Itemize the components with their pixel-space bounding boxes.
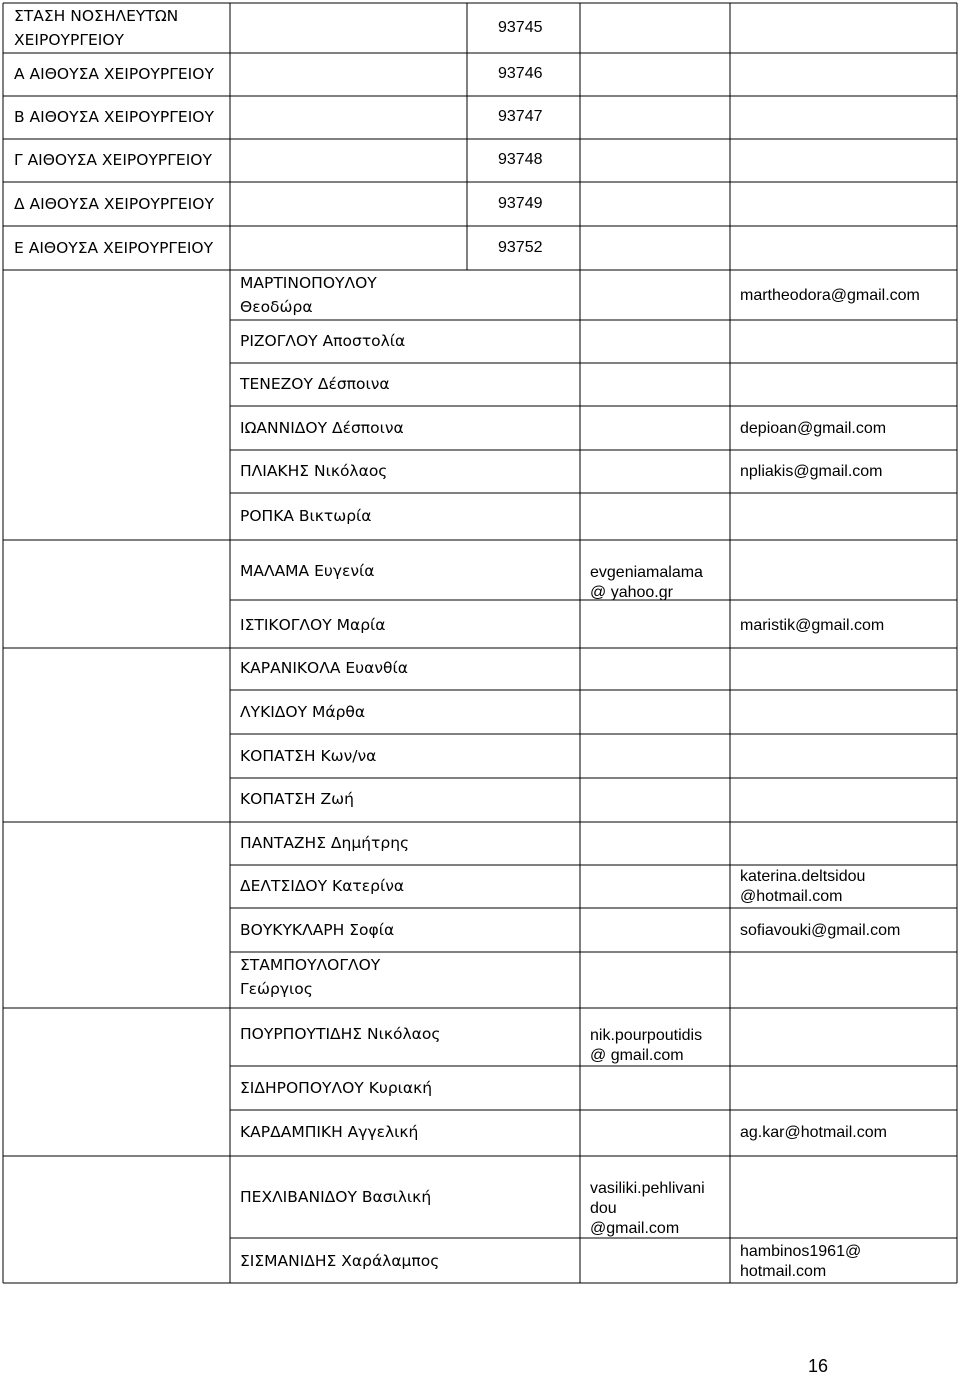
staff-name: ΚΑΡΔΑΜΠΙΚΗ Αγγελική [240,1123,419,1141]
email-text: nik.pourpoutidis [590,1027,703,1044]
email-text: depioan@gmail.com [740,420,887,437]
email-text: @hotmail.com [740,888,843,905]
email-text: katerina.deltsidou [740,868,866,885]
staff-name: ΜΑΡΤΙΝΟΠΟΥΛΟΥ [240,274,377,292]
email-text: dou [590,1200,617,1217]
staff-name: ΚΟΠΑΤΣΗ Ζωή [240,790,354,808]
staff-name: ΣΙΣΜΑΝΙΔΗΣ Χαράλαμπος [240,1252,440,1270]
staff-name: ΙΩΑΝΝΙΔΟΥ Δέσποινα [240,419,404,437]
staff-name: ΤΕΝΕΖΟΥ Δέσποινα [240,375,390,393]
unit-phone: 93749 [498,195,543,212]
staff-name: ΡΟΠΚΑ Βικτωρία [240,507,372,525]
unit-name: Α ΑΙΘΟΥΣΑ ΧΕΙΡΟΥΡΓΕΙΟΥ [14,65,214,83]
email-text: vasiliki.pehlivani [590,1180,705,1197]
staff-name: ΜΑΛΑΜΑ Ευγενία [240,562,375,580]
email-text: hambinos1961@ [740,1243,862,1260]
staff-name: ΚΑΡΑΝΙΚΟΛΑ Ευανθία [240,659,408,677]
unit-name: Ε ΑΙΘΟΥΣΑ ΧΕΙΡΟΥΡΓΕΙΟΥ [14,239,214,257]
staff-name: ΔΕΛΤΣΙΔΟΥ Κατερίνα [240,877,405,895]
staff-name: Θεοδώρα [240,298,313,316]
unit-name: Δ ΑΙΘΟΥΣΑ ΧΕΙΡΟΥΡΓΕΙΟΥ [14,195,214,213]
staff-name: ΠΟΥΡΠΟΥΤΙΔΗΣ Νικόλαος [240,1025,441,1043]
staff-name: ΠΑΝΤΑΖΗΣ Δημήτρης [240,834,410,852]
email-text: ag.kar@hotmail.com [740,1124,887,1141]
staff-name: ΣΙΔΗΡΟΠΟΥΛΟΥ Κυριακή [240,1079,433,1097]
staff-name: ΛΥΚΙΔΟΥ Μάρθα [240,703,366,721]
email-text: @gmail.com [590,1220,680,1237]
staff-name: ΠΛΙΑΚΗΣ Νικόλαος [240,462,388,480]
email-text: maristik@gmail.com [740,617,885,634]
unit-name: Γ ΑΙΘΟΥΣΑ ΧΕΙΡΟΥΡΓΕΙΟΥ [14,151,212,169]
email-text: hotmail.com [740,1263,827,1280]
staff-name: ΚΟΠΑΤΣΗ Κων/να [240,747,377,765]
email-text: @ gmail.com [590,1047,684,1064]
staff-name: ΒΟΥΚΥΚΛΑΡΗ Σοφία [240,921,395,939]
staff-name: Γεώργιος [240,980,313,998]
email-text: npliakis@gmail.com [740,463,883,480]
unit-name: Β ΑΙΘΟΥΣΑ ΧΕΙΡΟΥΡΓΕΙΟΥ [14,108,214,126]
staff-name: ΡΙΖΟΓΛΟΥ Αποστολία [240,332,406,350]
email-text: sofiavouki@gmail.com [740,922,901,939]
unit-phone: 93748 [498,151,543,168]
staff-name: ΣΤΑΜΠΟΥΛΟΓΛΟΥ [240,956,381,974]
staff-name: ΙΣΤΙΚΟΓΛΟΥ Μαρία [240,616,386,634]
unit-phone: 93747 [498,108,543,125]
unit-phone: 93746 [498,65,543,82]
staff-name: ΠΕΧΛΙΒΑΝΙΔΟΥ Βασιλική [240,1188,432,1206]
unit-phone: 93752 [498,239,543,256]
unit-phone: 93745 [498,19,543,36]
unit-name: ΧΕΙΡΟΥΡΓΕΙΟΥ [14,31,125,49]
email-text: @ yahoo.gr [590,584,673,601]
page-number: 16 [808,1356,829,1376]
email-text: evgeniamalama [590,564,703,581]
email-text: martheodora@gmail.com [740,287,920,304]
unit-name: ΣΤΑΣΗ ΝΟΣΗΛΕΥΤΩΝ [14,7,179,25]
